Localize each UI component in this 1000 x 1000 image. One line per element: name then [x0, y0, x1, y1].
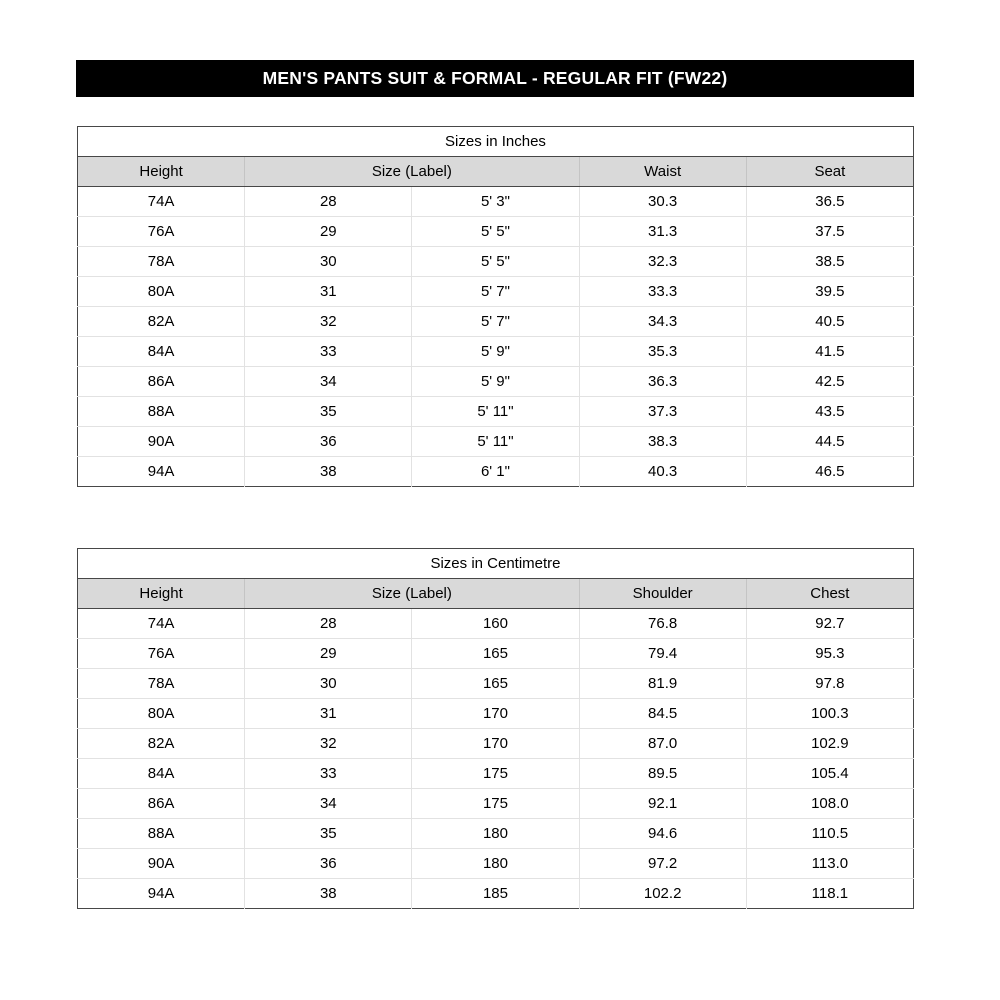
table-row [78, 277, 914, 307]
column-header-seat: Seat [746, 157, 913, 187]
table-cell: 86A [78, 789, 245, 819]
table-cell: 36 [245, 427, 412, 457]
table-row [78, 609, 914, 639]
table-cell: 5' 9" [412, 367, 579, 397]
table-cell: 34.3 [579, 307, 746, 337]
table-cell: 108.0 [746, 789, 913, 819]
column-header-waist: Waist [579, 157, 746, 187]
table-cell: 34 [245, 789, 412, 819]
table-cell: 84.5 [579, 699, 746, 729]
table-cell: 88A [78, 397, 245, 427]
table-cell: 180 [412, 819, 579, 849]
table-cell: 32 [245, 729, 412, 759]
column-header-height: Height [78, 157, 245, 187]
table-cell: 105.4 [746, 759, 913, 789]
table-cell: 180 [412, 849, 579, 879]
table-cell: 5' 7" [412, 277, 579, 307]
table-cell: 94.6 [579, 819, 746, 849]
table-body [78, 609, 914, 909]
table-title: Sizes in Centimetre [78, 549, 914, 579]
table-row [78, 397, 914, 427]
table-row [78, 789, 914, 819]
table-cell: 80A [78, 277, 245, 307]
table-cell: 5' 3" [412, 187, 579, 217]
table-header-row [78, 157, 914, 187]
table-cell: 84A [78, 759, 245, 789]
table-cell: 102.2 [579, 879, 746, 909]
table-cell: 80A [78, 699, 245, 729]
table-row [78, 427, 914, 457]
table-cell: 33.3 [579, 277, 746, 307]
table-cell: 170 [412, 699, 579, 729]
table-cell: 34 [245, 367, 412, 397]
table-cell: 78A [78, 247, 245, 277]
table-cell: 37.5 [746, 217, 913, 247]
table-cell: 92.1 [579, 789, 746, 819]
table-cell: 118.1 [811, 885, 849, 902]
table-cell: 35 [245, 397, 412, 427]
table-cell: 87.0 [579, 729, 746, 759]
table-cell: 29 [245, 639, 412, 669]
table-cell: 86A [78, 367, 245, 397]
table-cell: 175 [412, 789, 579, 819]
table-cell: 5' 5" [412, 247, 579, 277]
table-cell: 31 [245, 277, 412, 307]
table-row [78, 669, 914, 699]
table-cell: 74A [78, 187, 245, 217]
table-cell: 113.0 [746, 849, 913, 879]
table-cell: 40.3 [579, 457, 746, 487]
column-header-size-label: Size (Label) [245, 579, 579, 609]
table-cell: 32.3 [579, 247, 746, 277]
table-cell: 76.8 [579, 609, 746, 639]
table-cell: 30 [245, 669, 412, 699]
table-cell: 38.3 [579, 427, 746, 457]
table-cell: 28 [245, 609, 412, 639]
table-row [78, 367, 914, 397]
chart-title-banner: MEN'S PANTS SUIT & FORMAL - REGULAR FIT (FW22) [76, 60, 914, 97]
table-cell: 160 [412, 609, 579, 639]
table-cell: 90A [78, 427, 245, 457]
table-cell: 97.2 [579, 849, 746, 879]
table-cell: 44.5 [746, 427, 913, 457]
table-cell: 5' 11" [412, 427, 579, 457]
sizes-in-inches-table [77, 126, 914, 487]
table-row [78, 759, 914, 789]
table-cell: 35 [245, 819, 412, 849]
table-row [78, 729, 914, 759]
table-title-row [78, 549, 914, 579]
table-cell: 81.9 [579, 669, 746, 699]
table-cell: 33 [245, 759, 412, 789]
table-header-row [78, 579, 914, 609]
table-row [78, 849, 914, 879]
table-row [78, 457, 914, 487]
table-cell: 29 [245, 217, 412, 247]
table-cell: 175 [412, 759, 579, 789]
table-cell: 170 [412, 729, 579, 759]
table-cell: 76A [78, 217, 245, 247]
table-cell: 35.3 [579, 337, 746, 367]
table-cell: 165 [412, 639, 579, 669]
table-cell: 185 [412, 879, 579, 909]
table-cell: 84A [78, 337, 245, 367]
table-cell: 74A [78, 609, 245, 639]
table-cell: 43.5 [746, 397, 913, 427]
table-row [78, 879, 914, 909]
table-cell: 5' 7" [412, 307, 579, 337]
table-row [78, 307, 914, 337]
table-cell: 32 [245, 307, 412, 337]
table-cell: 100.3 [746, 699, 913, 729]
table-cell: 5' 9" [412, 337, 579, 367]
table-cell: 5' 5" [412, 217, 579, 247]
table-cell: 38.5 [746, 247, 913, 277]
table-cell: 78A [78, 669, 245, 699]
table-cell: 31 [245, 699, 412, 729]
table-cell: 36 [245, 849, 412, 879]
table-cell: 41.5 [746, 337, 913, 367]
table-cell: 30.3 [579, 187, 746, 217]
sizes-in-centimetre-table [77, 548, 914, 909]
column-header-size-label: Size (Label) [245, 157, 579, 187]
table-cell: 110.5 [746, 819, 913, 849]
table-cell: 94A [78, 879, 245, 909]
table-cell: 82A [78, 729, 245, 759]
table-cell: 6' 1" [412, 457, 579, 487]
table-title: Sizes in Inches [78, 127, 914, 157]
column-header-shoulder: Shoulder [579, 579, 746, 609]
table-row [78, 699, 914, 729]
table-row [78, 337, 914, 367]
table-cell: 89.5 [579, 759, 746, 789]
table-cell: 90A [78, 849, 245, 879]
table-cell: 94A [78, 457, 245, 487]
table-cell: 36.5 [746, 187, 913, 217]
table-cell: 82A [78, 307, 245, 337]
table-cell: 165 [412, 669, 579, 699]
table-cell: 38 [245, 879, 412, 909]
table-cell: 37.3 [579, 397, 746, 427]
table-cell: 36.3 [579, 367, 746, 397]
table-cell: 76A [78, 639, 245, 669]
table-cell: 40.5 [746, 307, 913, 337]
table-cell: 5' 11" [412, 397, 579, 427]
table-cell: 92.7 [746, 609, 913, 639]
table-row [78, 247, 914, 277]
table-cell: 46.5 [815, 463, 845, 480]
table-row [78, 187, 914, 217]
column-header-chest: Chest [746, 579, 913, 609]
table-cell: 30 [245, 247, 412, 277]
table-cell: 102.9 [746, 729, 913, 759]
table-cell: 38 [245, 457, 412, 487]
table-body [78, 187, 914, 487]
table-cell: 39.5 [746, 277, 913, 307]
table-cell: 28 [245, 187, 412, 217]
table-cell: 33 [245, 337, 412, 367]
table-cell: 95.3 [746, 639, 913, 669]
table-title-row [78, 127, 914, 157]
table-cell: 79.4 [579, 639, 746, 669]
table-row [78, 639, 914, 669]
table-cell: 97.8 [746, 669, 913, 699]
table-cell: 42.5 [746, 367, 913, 397]
table-row [78, 819, 914, 849]
table-cell: 31.3 [579, 217, 746, 247]
table-cell: 88A [78, 819, 245, 849]
column-header-height: Height [78, 579, 245, 609]
table-row [78, 217, 914, 247]
